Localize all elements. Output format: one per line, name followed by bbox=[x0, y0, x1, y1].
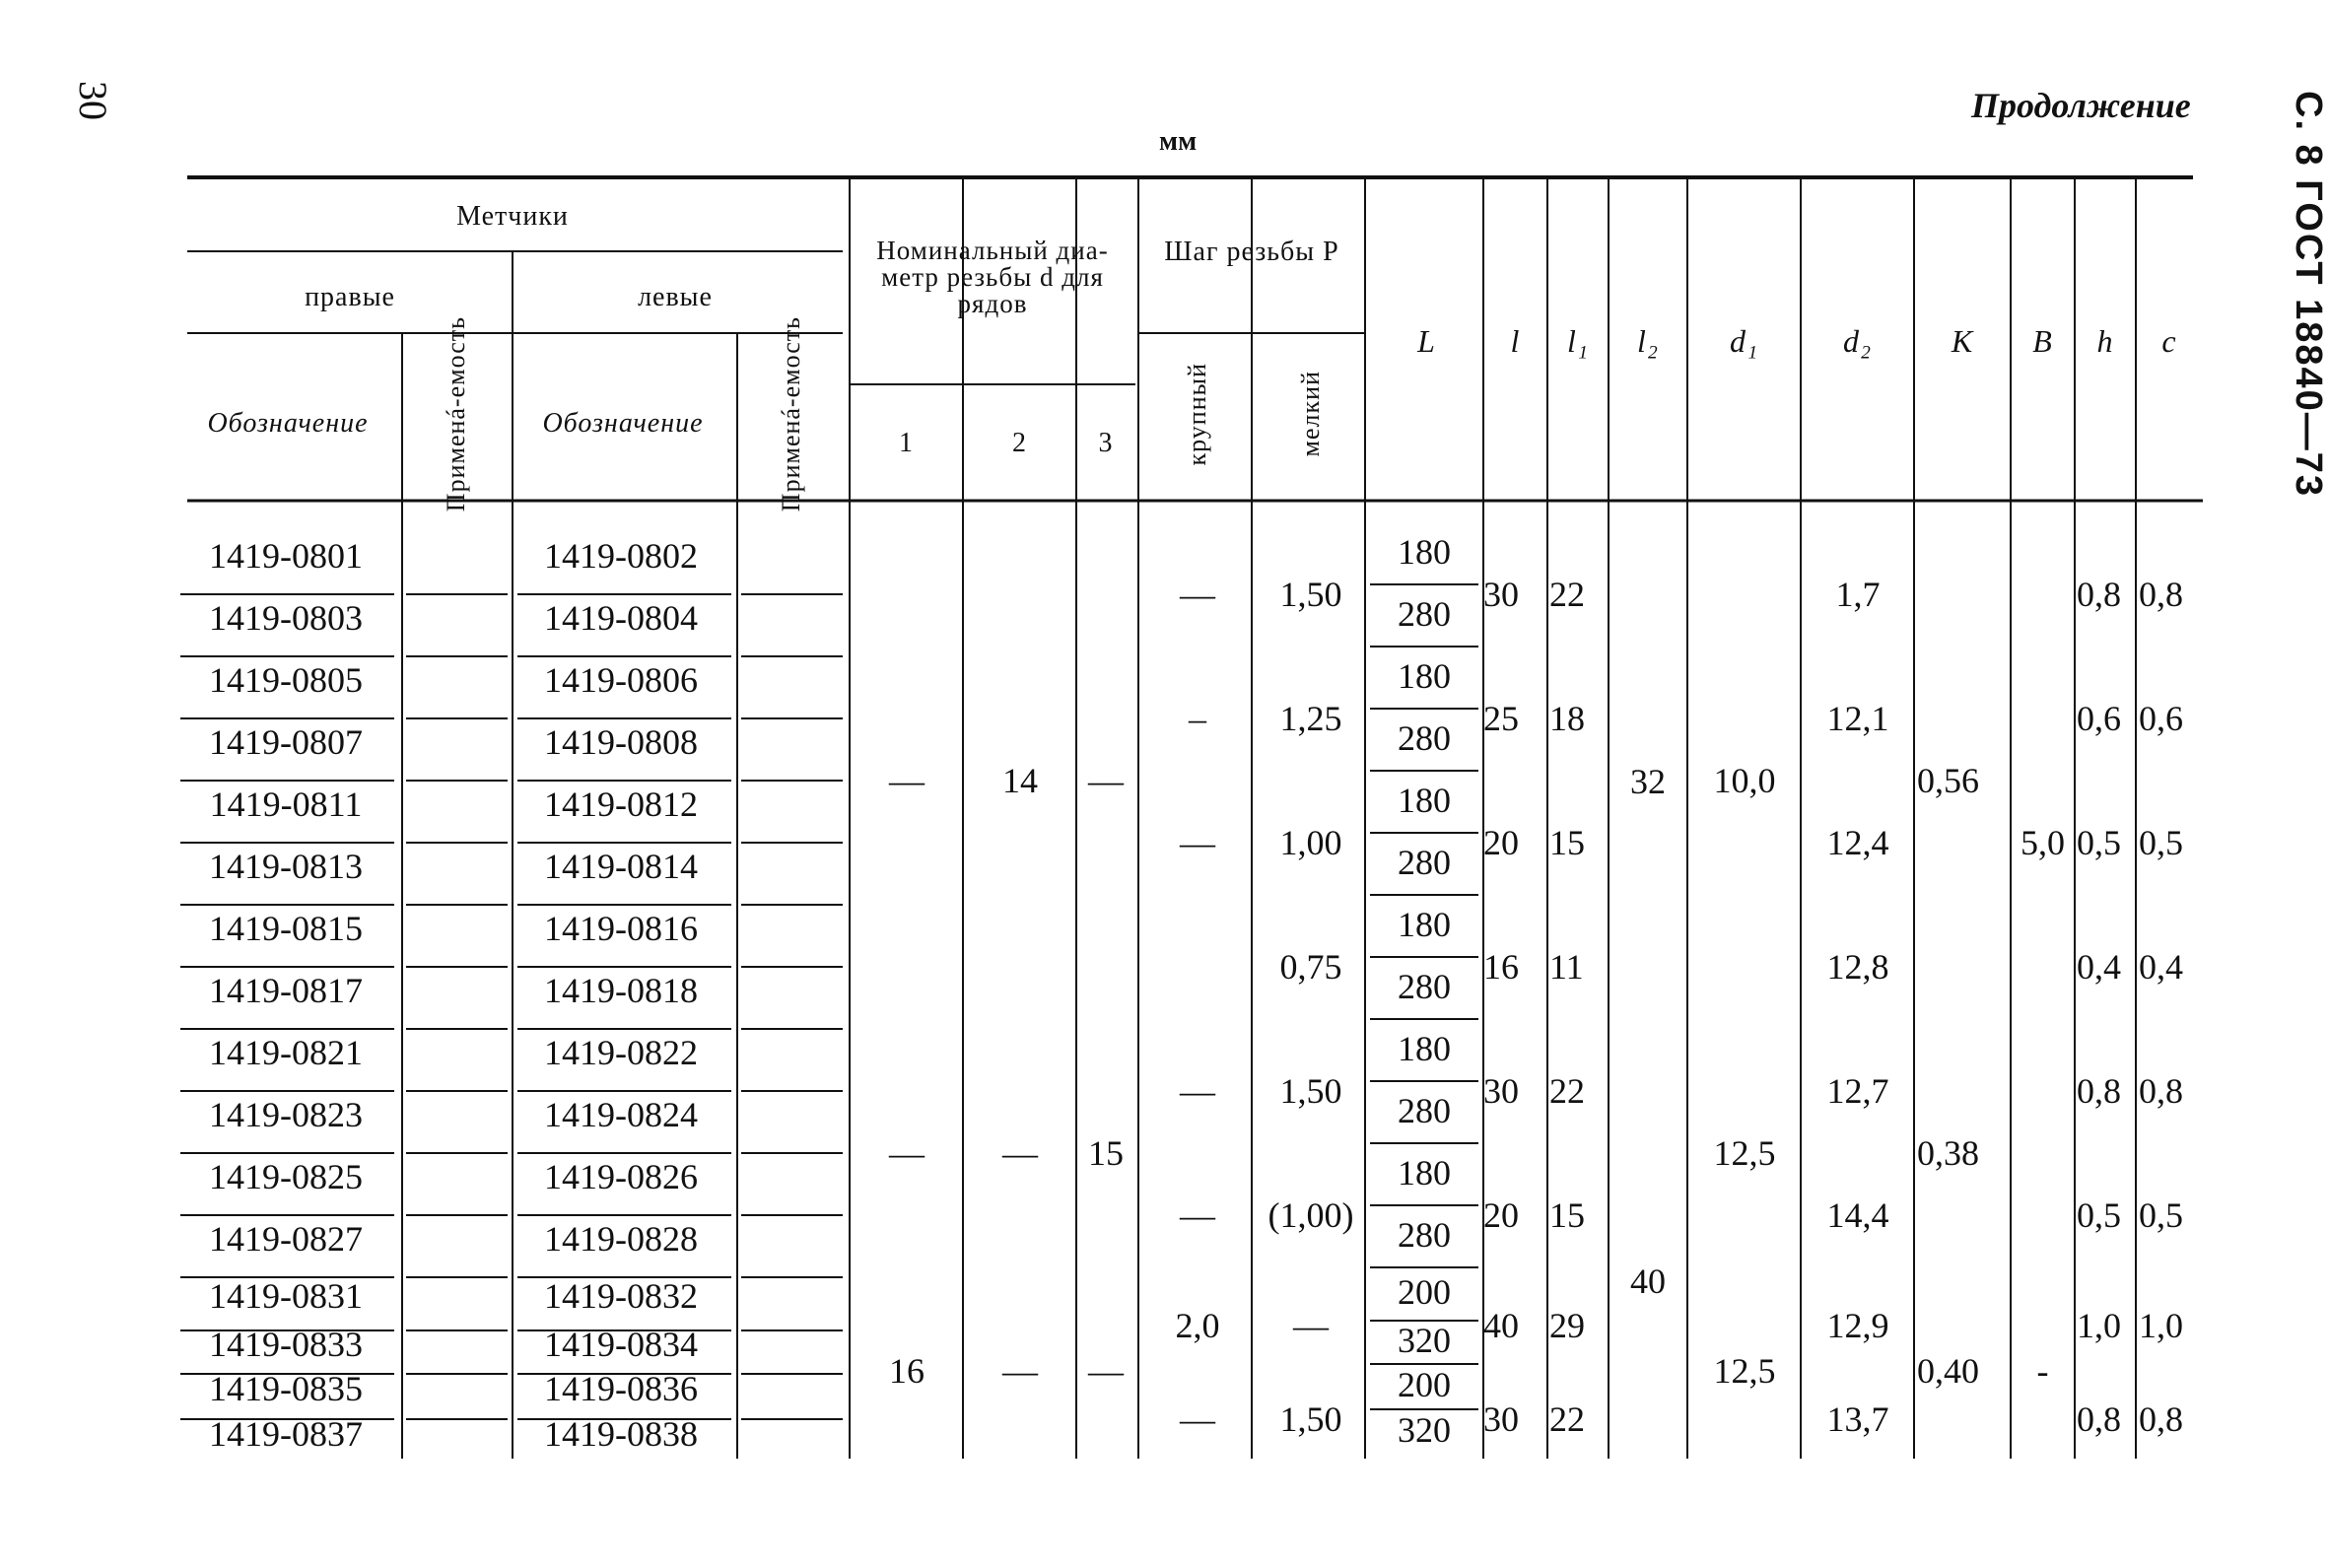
dim-c: 0,4 bbox=[2139, 947, 2183, 987]
diameter-row-2: 14 bbox=[1002, 761, 1038, 800]
length-l1: 11 bbox=[1549, 947, 1584, 987]
header-L: L bbox=[1417, 323, 1436, 359]
pitch-fine: 1,50 bbox=[1279, 1399, 1342, 1439]
dim-h: 1,0 bbox=[2077, 1306, 2121, 1345]
dim-c: 0,5 bbox=[2139, 823, 2183, 862]
header-B: B bbox=[2032, 323, 2053, 359]
designation-right: 1419-0833 bbox=[209, 1325, 363, 1364]
designation-left: 1419-0828 bbox=[544, 1218, 698, 1259]
dim-B: - bbox=[2036, 1351, 2049, 1391]
designation-right: 1419-0825 bbox=[209, 1156, 363, 1196]
dim-c: 0,8 bbox=[2139, 1399, 2183, 1439]
dim-c: 0,6 bbox=[2139, 699, 2183, 738]
header-d2: d₂ bbox=[1842, 323, 1873, 359]
designation-right: 1419-0837 bbox=[209, 1414, 363, 1454]
length-l: 40 bbox=[1483, 1306, 1519, 1345]
length-L: 180 bbox=[1398, 780, 1451, 820]
designation-left: 1419-0802 bbox=[544, 535, 698, 576]
length-l1: 22 bbox=[1549, 1399, 1585, 1439]
header-l2: l₂ bbox=[1636, 323, 1659, 359]
diameter-d2: 12,9 bbox=[1826, 1306, 1889, 1345]
header-applicability-right bbox=[402, 315, 511, 512]
header-nominal-diameter: Номинальный диа-метр резьбы d для рядов bbox=[876, 235, 1109, 318]
header-right: правые bbox=[305, 282, 395, 312]
header-coarse-text: крупный bbox=[1183, 362, 1211, 466]
pitch-fine: 1,00 bbox=[1279, 823, 1342, 862]
coefficient-K: 0,38 bbox=[1917, 1133, 1979, 1173]
length-L: 320 bbox=[1398, 1410, 1451, 1450]
designation-right: 1419-0831 bbox=[209, 1276, 363, 1316]
designation-left: 1419-0822 bbox=[544, 1032, 698, 1072]
designation-right: 1419-0801 bbox=[209, 535, 363, 576]
header-left: левые bbox=[638, 282, 713, 312]
designation-left: 1419-0824 bbox=[544, 1094, 698, 1134]
header-l1: l₁ bbox=[1566, 323, 1589, 359]
pitch-fine: 0,75 bbox=[1279, 947, 1342, 987]
length-l: 30 bbox=[1483, 1399, 1519, 1439]
designation-right: 1419-0805 bbox=[209, 659, 363, 700]
designation-right: 1419-0821 bbox=[209, 1032, 363, 1072]
header-row-1: 1 bbox=[899, 428, 914, 458]
designation-left: 1419-0818 bbox=[544, 970, 698, 1010]
pitch-coarse: – bbox=[1189, 699, 1206, 738]
diameter-d1: 12,5 bbox=[1713, 1351, 1776, 1391]
length-L: 200 bbox=[1398, 1272, 1451, 1312]
length-L: 320 bbox=[1398, 1321, 1451, 1360]
dim-c: 1,0 bbox=[2139, 1306, 2183, 1345]
page-number: 30 bbox=[71, 81, 115, 120]
length-L: 200 bbox=[1398, 1365, 1451, 1404]
length-L: 180 bbox=[1398, 531, 1451, 572]
header-taps: Метчики bbox=[456, 201, 569, 232]
header-pitch: Шаг резьбы P bbox=[1164, 237, 1339, 267]
pitch-coarse: 2,0 bbox=[1175, 1306, 1220, 1345]
header-row-2: 2 bbox=[1012, 428, 1027, 458]
length-l: 20 bbox=[1483, 823, 1519, 862]
diameter-d2: 12,4 bbox=[1826, 823, 1889, 862]
header-fine-text: мелкий bbox=[1296, 371, 1325, 457]
designation-left: 1419-0804 bbox=[544, 597, 698, 638]
length-l1: 18 bbox=[1549, 699, 1585, 738]
dim-c: 0,8 bbox=[2139, 1071, 2183, 1111]
length-l2: 40 bbox=[1630, 1261, 1666, 1301]
header-c: c bbox=[2161, 323, 2177, 359]
header-h: h bbox=[2096, 323, 2114, 359]
pitch-coarse: — bbox=[1180, 1399, 1215, 1439]
length-l1: 29 bbox=[1549, 1306, 1585, 1345]
diameter-d2: 12,8 bbox=[1826, 947, 1889, 987]
length-L: 280 bbox=[1398, 842, 1451, 882]
header-l: l bbox=[1510, 323, 1521, 359]
header-designation-left: Обозначение bbox=[542, 408, 704, 439]
length-l1: 15 bbox=[1549, 823, 1585, 862]
pitch-fine: 1,50 bbox=[1279, 575, 1342, 614]
designation-right: 1419-0817 bbox=[209, 970, 363, 1010]
dim-h: 0,6 bbox=[2077, 699, 2121, 738]
diameter-d2: 14,4 bbox=[1826, 1195, 1889, 1235]
length-l: 16 bbox=[1483, 947, 1519, 987]
dim-h: 0,8 bbox=[2077, 1399, 2121, 1439]
pitch-coarse: — bbox=[1180, 575, 1215, 614]
diameter-d2: 12,1 bbox=[1826, 699, 1889, 738]
header-coarse bbox=[1143, 345, 1252, 483]
designation-right: 1419-0835 bbox=[209, 1369, 363, 1408]
diameter-row-2: — bbox=[1002, 1351, 1038, 1391]
length-L: 180 bbox=[1398, 1152, 1451, 1193]
pitch-fine: — bbox=[1293, 1306, 1329, 1345]
pitch-fine: (1,00) bbox=[1267, 1195, 1354, 1235]
pitch-fine: 1,50 bbox=[1279, 1071, 1342, 1111]
dim-h: 0,5 bbox=[2077, 1195, 2121, 1235]
designation-right: 1419-0815 bbox=[209, 908, 363, 948]
header-d1: d₁ bbox=[1729, 323, 1759, 359]
diameter-row-1: — bbox=[889, 761, 925, 800]
designation-left: 1419-0836 bbox=[544, 1369, 698, 1408]
designation-right: 1419-0827 bbox=[209, 1218, 363, 1259]
header-row-3: 3 bbox=[1098, 428, 1114, 458]
coefficient-K: 0,40 bbox=[1917, 1351, 1979, 1391]
side-title: С. 8 ГОСТ 18840—73 bbox=[2288, 91, 2329, 499]
length-l1: 22 bbox=[1549, 1071, 1585, 1111]
diameter-d1: 10,0 bbox=[1713, 761, 1776, 800]
length-l1: 15 bbox=[1549, 1195, 1585, 1235]
pitch-coarse: — bbox=[1180, 823, 1215, 862]
designation-left: 1419-0812 bbox=[544, 784, 698, 824]
diameter-d1: 12,5 bbox=[1713, 1133, 1776, 1173]
length-L: 180 bbox=[1398, 655, 1451, 696]
designation-left: 1419-0832 bbox=[544, 1276, 698, 1316]
length-L: 280 bbox=[1398, 966, 1451, 1006]
dim-c: 0,8 bbox=[2139, 575, 2183, 614]
length-l: 20 bbox=[1483, 1195, 1519, 1235]
length-l1: 22 bbox=[1549, 575, 1585, 614]
designation-left: 1419-0834 bbox=[544, 1325, 698, 1364]
diameter-row-3: 15 bbox=[1088, 1133, 1124, 1173]
diameter-row-3: — bbox=[1088, 761, 1124, 800]
designation-left: 1419-0814 bbox=[544, 846, 698, 886]
length-L: 280 bbox=[1398, 1214, 1451, 1255]
units-label: мм bbox=[1159, 126, 1198, 157]
header-K: K bbox=[1951, 323, 1974, 359]
diameter-row-1: — bbox=[889, 1133, 925, 1173]
pitch-coarse: — bbox=[1180, 1071, 1215, 1111]
dim-h: 0,5 bbox=[2077, 823, 2121, 862]
header-fine bbox=[1257, 345, 1365, 483]
length-L: 180 bbox=[1398, 1028, 1451, 1068]
header-applicability-left bbox=[737, 315, 846, 512]
designation-right: 1419-0807 bbox=[209, 721, 363, 762]
length-L: 280 bbox=[1398, 1090, 1451, 1130]
designation-right: 1419-0811 bbox=[209, 784, 363, 824]
dim-c: 0,5 bbox=[2139, 1195, 2183, 1235]
designation-right: 1419-0823 bbox=[209, 1094, 363, 1134]
diameter-d2: 13,7 bbox=[1826, 1399, 1889, 1439]
designation-left: 1419-0826 bbox=[544, 1156, 698, 1196]
header-applicability-right-text: Применá-емость bbox=[442, 315, 470, 512]
continuation-label: Продолжение bbox=[1971, 86, 2191, 125]
coefficient-K: 0,56 bbox=[1917, 761, 1979, 800]
length-L: 280 bbox=[1398, 717, 1451, 758]
length-L: 180 bbox=[1398, 904, 1451, 944]
designation-left: 1419-0838 bbox=[544, 1414, 698, 1454]
dim-h: 0,8 bbox=[2077, 575, 2121, 614]
designation-left: 1419-0808 bbox=[544, 721, 698, 762]
diameter-row-3: — bbox=[1088, 1351, 1124, 1391]
pitch-coarse: — bbox=[1180, 1195, 1215, 1235]
diameter-d2: 12,7 bbox=[1826, 1071, 1889, 1111]
length-l: 30 bbox=[1483, 575, 1519, 614]
designation-right: 1419-0813 bbox=[209, 846, 363, 886]
header-applicability-left-text: Применá-емость bbox=[777, 315, 805, 512]
designation-right: 1419-0803 bbox=[209, 597, 363, 638]
length-l2: 32 bbox=[1630, 761, 1666, 801]
designation-left: 1419-0816 bbox=[544, 908, 698, 948]
pitch-fine: 1,25 bbox=[1279, 699, 1342, 738]
length-L: 280 bbox=[1398, 593, 1451, 634]
designation-left: 1419-0806 bbox=[544, 659, 698, 700]
diameter-row-1: 16 bbox=[889, 1351, 925, 1391]
dim-B: 5,0 bbox=[2021, 823, 2065, 862]
length-l: 25 bbox=[1483, 699, 1519, 738]
dim-h: 0,4 bbox=[2077, 947, 2121, 987]
length-l: 30 bbox=[1483, 1071, 1519, 1111]
header-designation-right: Обозначение bbox=[207, 408, 369, 439]
dim-h: 0,8 bbox=[2077, 1071, 2121, 1111]
diameter-row-2: — bbox=[1002, 1133, 1038, 1173]
diameter-d2: 1,7 bbox=[1835, 575, 1881, 614]
pitch-coarse bbox=[1143, 905, 1252, 1029]
